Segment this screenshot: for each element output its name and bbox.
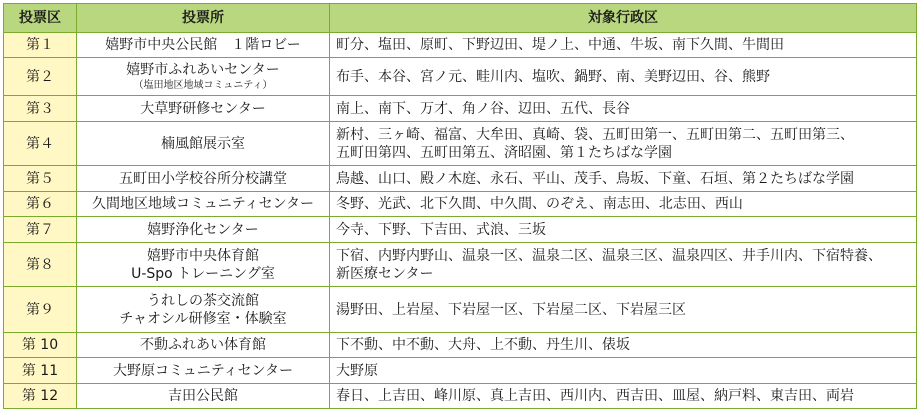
district-cell: 第９ xyxy=(4,287,77,333)
area-cell xyxy=(330,192,917,217)
area-text: 新医療センター xyxy=(336,265,434,282)
district-cell: 第 10 xyxy=(4,333,77,358)
place-cell xyxy=(77,96,330,122)
area-cell xyxy=(330,358,917,384)
place-name: 嬉野浄化センター xyxy=(147,221,259,238)
area-cell xyxy=(330,122,917,166)
area-text: 湯野田、上岩屋、下岩屋一区、下岩屋二区、下岩屋三区 xyxy=(336,301,686,318)
area-text: 南上、南下、万才、角ノ谷、辺田、五代、長谷 xyxy=(336,100,630,117)
area-cell xyxy=(330,166,917,192)
header-district: 投票区 xyxy=(4,4,77,33)
area-cell xyxy=(330,96,917,122)
district-cell: 第８ xyxy=(4,243,77,287)
area-cell xyxy=(330,33,917,58)
place-name: 嬉野市中央公民館 １階ロビー xyxy=(105,37,301,53)
place-name: 吉田公民館 xyxy=(168,388,238,404)
district-cell: 第３ xyxy=(4,96,77,122)
area-text: 町分、塩田、原町、下野辺田、堤ノ上、中通、牛坂、南下久間、牛間田 xyxy=(336,37,784,53)
polling-stations-table xyxy=(3,3,917,409)
area-text: 今寺、下野、下吉田、式浪、三坂 xyxy=(336,221,546,238)
table-row xyxy=(4,358,917,384)
table-row xyxy=(4,96,917,122)
table-row xyxy=(4,192,917,217)
district-cell: 第 11 xyxy=(4,358,77,384)
table-row xyxy=(4,287,917,333)
table-row xyxy=(4,122,917,166)
area-cell xyxy=(330,287,917,333)
district-cell: 第４ xyxy=(4,122,77,166)
place-name: うれしの茶交流館 xyxy=(147,292,259,309)
area-cell xyxy=(330,384,917,409)
place-cell xyxy=(77,58,330,96)
table-row xyxy=(4,384,917,409)
header-row xyxy=(4,4,917,33)
area-text: 新村、三ヶ崎、福富、大牟田、真崎、袋、五町田第一、五町田第二、五町田第三、 xyxy=(336,126,854,143)
area-text: 鳥越、山口、殿ノ木庭、永石、平山、茂手、鳥坂、下童、石垣、第２たちばな学園 xyxy=(336,170,854,187)
place-name: チャオシル研修室・体験室 xyxy=(119,310,287,327)
district-cell: 第２ xyxy=(4,58,77,96)
place-name: 不動ふれあい体育館 xyxy=(140,337,266,353)
area-text: 下宿、内野内野山、温泉一区、温泉二区、温泉三区、温泉四区、井手川内、下宿特養、 xyxy=(336,247,882,264)
place-cell xyxy=(77,33,330,58)
table-row xyxy=(4,58,917,96)
place-name: 嬉野市中央体育館 xyxy=(147,247,259,264)
area-text: 五町田第四、五町田第五、済昭園、第１たちばな学園 xyxy=(336,144,672,161)
header-area: 対象行政区 xyxy=(330,4,917,33)
district-cell: 第５ xyxy=(4,166,77,192)
place-subtitle: （塩田地区地域コミュニティ） xyxy=(133,80,273,91)
header-place: 投票所 xyxy=(77,4,330,33)
place-cell xyxy=(77,192,330,217)
place-name: 久間地区地域コミュニティセンター xyxy=(91,196,315,212)
table-row xyxy=(4,333,917,358)
place-cell xyxy=(77,287,330,333)
table-row xyxy=(4,166,917,192)
district-cell: 第６ xyxy=(4,192,77,217)
table-row xyxy=(4,243,917,287)
place-name: 五町田小学校谷所分校講堂 xyxy=(119,170,287,187)
place-name: 大草野研修センター xyxy=(140,100,266,117)
place-cell xyxy=(77,384,330,409)
area-text: 冬野、光武、北下久間、中久間、のぞえ、南志田、北志田、西山 xyxy=(336,196,743,212)
district-cell: 第７ xyxy=(4,217,77,243)
area-text: 大野原 xyxy=(336,362,378,379)
area-cell xyxy=(330,217,917,243)
table-row xyxy=(4,217,917,243)
place-name: 嬉野市ふれあいセンター xyxy=(126,62,280,78)
area-text: 下不動、中不動、大舟、上不動、丹生川、俵坂 xyxy=(336,337,630,353)
area-text: 春日、上吉田、峰川原、真上吉田、西川内、西吉田、皿屋、納戸料、東吉田、両岩 xyxy=(336,388,854,404)
area-cell xyxy=(330,333,917,358)
place-name: U-Spo トレーニング室 xyxy=(131,265,275,282)
place-name: 楠風館展示室 xyxy=(161,135,245,152)
place-cell xyxy=(77,217,330,243)
area-text: 布手、本谷、宮ノ元、畦川内、塩吹、鍋野、南、美野辺田、谷、熊野 xyxy=(336,68,770,85)
place-cell xyxy=(77,243,330,287)
district-cell: 第 12 xyxy=(4,384,77,409)
place-cell xyxy=(77,122,330,166)
table-row xyxy=(4,33,917,58)
area-cell xyxy=(330,243,917,287)
place-cell xyxy=(77,358,330,384)
district-cell: 第１ xyxy=(4,33,77,58)
area-cell xyxy=(330,58,917,96)
place-name: 大野原コミュニティセンター xyxy=(112,362,294,379)
place-cell xyxy=(77,166,330,192)
place-cell xyxy=(77,333,330,358)
